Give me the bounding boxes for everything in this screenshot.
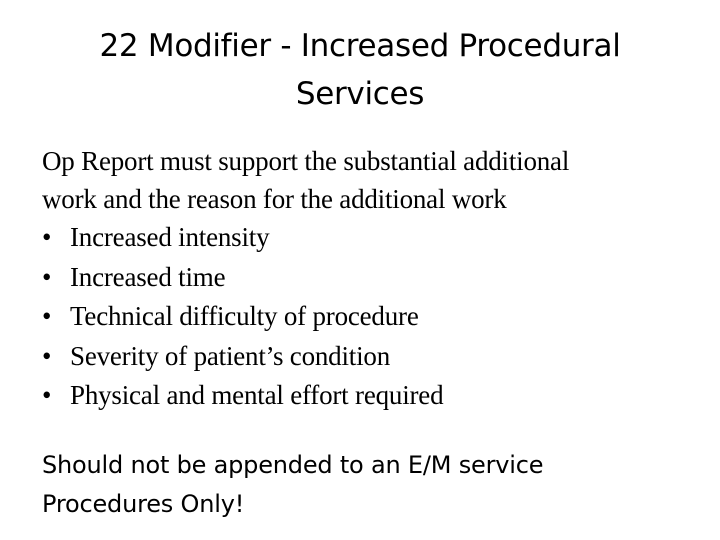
bullet-text: Increased intensity [70, 222, 270, 252]
intro-line-1: Op Report must support the substantial additional [42, 146, 570, 176]
bullet-marker: • [42, 380, 52, 411]
intro-line-2: work and the reason for the additional work [42, 184, 507, 214]
bullet-text: Technical difficulty of procedure [70, 301, 419, 332]
bullet-text: Physical and mental effort required [70, 380, 444, 411]
bullet-item [42, 218, 692, 258]
bullet-text: Severity of patient’s condition [70, 340, 390, 371]
slide-title [40, 22, 680, 118]
note-line-1: Should not be appended to an E/M service [42, 451, 544, 479]
bullet-item [42, 297, 692, 337]
note-paragraph [42, 446, 692, 524]
bullet-marker: • [42, 301, 52, 332]
bullet-item [42, 258, 692, 298]
bullet-item [42, 376, 692, 416]
title-line-2: Services [295, 76, 425, 112]
bullet-marker: • [42, 222, 52, 252]
slide-body [42, 142, 692, 416]
bullet-text: Increased time [70, 261, 226, 292]
bullet-list [42, 218, 692, 416]
bullet-marker: • [42, 340, 52, 371]
intro-paragraph [42, 142, 692, 218]
title-line-1: 22 Modifier - Increased Procedural [99, 28, 621, 64]
note-line-2: Procedures Only! [42, 490, 245, 518]
bullet-item [42, 337, 692, 377]
bullet-marker: • [42, 261, 52, 292]
